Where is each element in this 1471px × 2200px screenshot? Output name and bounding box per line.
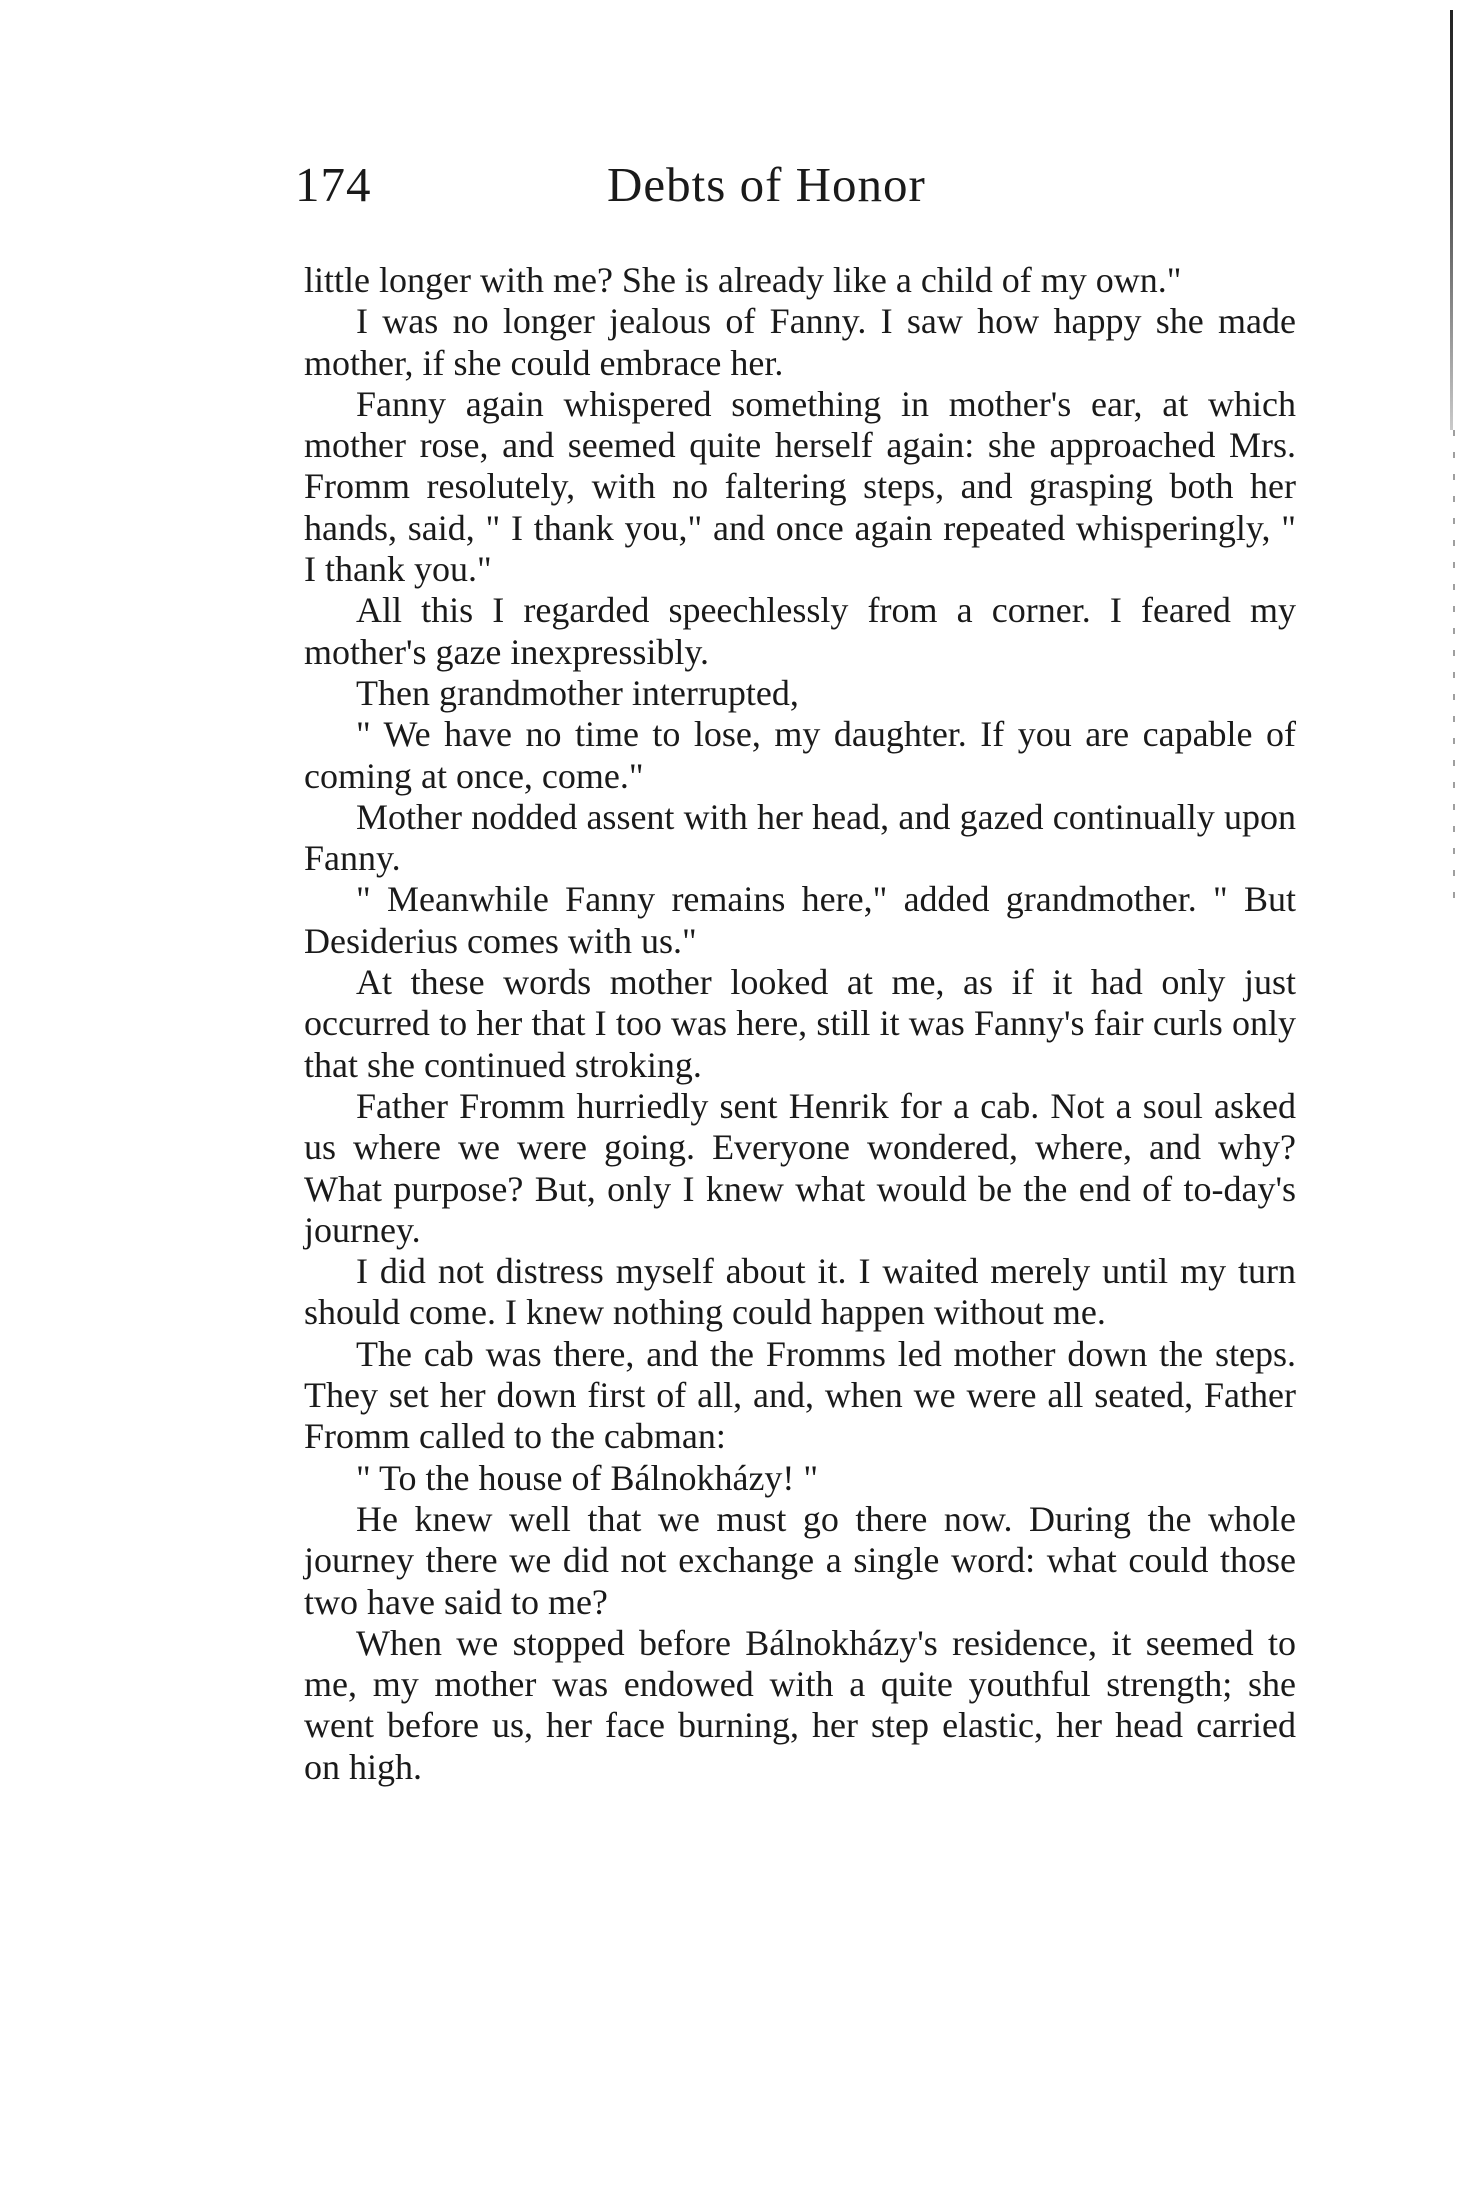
- page-header: [295, 157, 1295, 230]
- paragraph: He knew well that we must go there now. During the whole journey there we did not exchange a single word: what could those two have said to me?: [304, 1498, 1296, 1622]
- running-head: Debts of Honor: [607, 157, 926, 212]
- paragraph: Fanny again whispered something in mother's ear, at which mother rose, and seemed quite herself again: she approached Mrs. Fromm resolutely, with no faltering steps, and grasping both her hands, said, " I thank you," and once again repeated whisperingly, " I thank you.": [304, 383, 1296, 590]
- paragraph: " We have no time to lose, my daughter. If you are capable of coming at once, come.": [304, 714, 1296, 796]
- paragraph: All this I regarded speechlessly from a corner. I feared my mother's gaze inexpressibly.: [304, 590, 1296, 672]
- page-number: 174: [295, 157, 372, 212]
- paragraph: Father Fromm hurriedly sent Henrik for a cab. Not a soul asked us where we were going. Everyone wondered, where, and why? What purpose? But, only I knew what would be the end of to-day's journey.: [304, 1085, 1296, 1250]
- page-edge-line: [1450, 10, 1453, 430]
- paragraph: little longer with me? She is already like a child of my own.": [304, 260, 1182, 300]
- paragraph: Mother nodded assent with her head, and gazed continually upon Fanny.: [304, 796, 1296, 879]
- paragraph: I was no longer jealous of Fanny. I saw how happy she made mother, if she could embrace her.: [304, 301, 1296, 383]
- paragraph: The cab was there, and the Fromms led mother down the steps. They set her down first of all, and, when we were all seated, Father Fromm called to the cabman:: [304, 1333, 1296, 1457]
- paragraph: When we stopped before Bálnokházy's residence, it seemed to me, my mother was endowed with a quite youthful strength; she went before us, her face burning, her step elastic, her head carried on high.: [304, 1622, 1296, 1787]
- paragraph: " To the house of Bálnokházy! ": [356, 1457, 819, 1498]
- paragraph: I did not distress myself about it. I waited merely until my turn should come. I knew nothing could happen without me.: [304, 1251, 1296, 1333]
- paragraph: Then grandmother interrupted,: [356, 672, 799, 713]
- body-text: [304, 260, 1296, 1788]
- page-edge-marks: [1453, 430, 1455, 900]
- paragraph: " Meanwhile Fanny remains here," added grandmother. " But Desiderius comes with us.": [304, 879, 1296, 961]
- paragraph: At these words mother looked at me, as if it had only just occurred to her that I too was here, still it was Fanny's fair curls only that she continued stroking.: [304, 962, 1296, 1085]
